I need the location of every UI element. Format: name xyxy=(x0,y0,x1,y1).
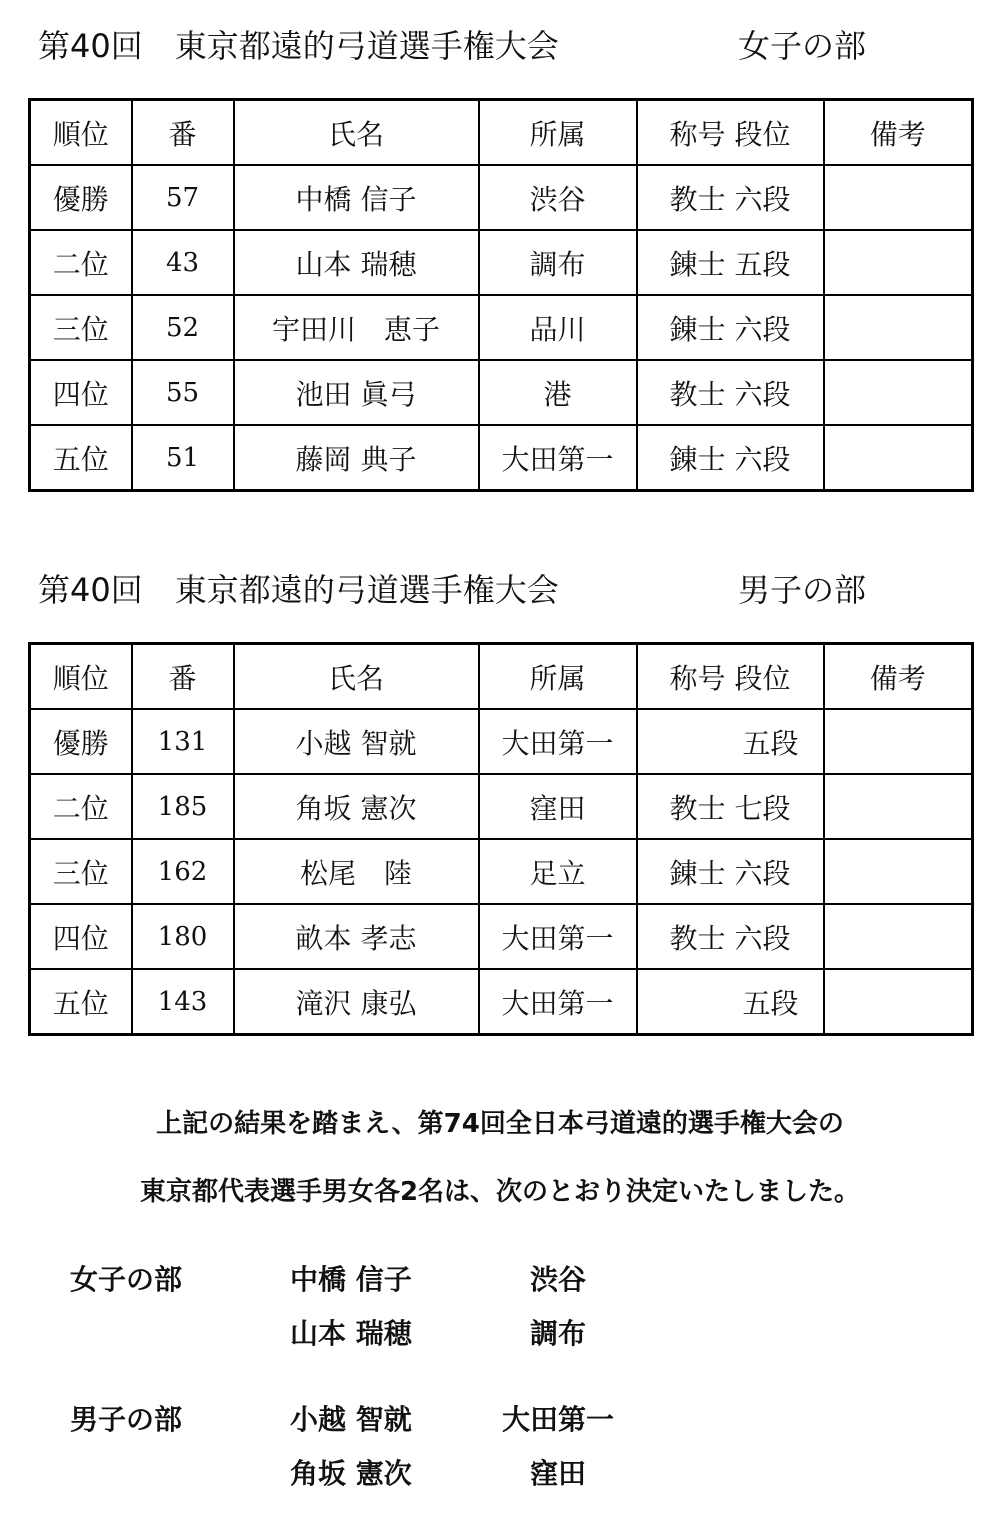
header-name: 氏名 xyxy=(234,644,479,710)
division-label: 男子の部 xyxy=(738,571,867,609)
header-rank: 順位 xyxy=(30,644,132,710)
name-cell: 池田 眞弓 xyxy=(234,360,479,425)
name-cell: 中橋 信子 xyxy=(234,165,479,230)
title-cell: 教士 六段 xyxy=(637,360,824,425)
affiliation-cell: 足立 xyxy=(479,839,637,904)
name-cell: 松尾 陸 xyxy=(234,839,479,904)
note-cell xyxy=(824,425,973,491)
table-row xyxy=(30,360,973,425)
title-cell: 錬士 五段 xyxy=(637,230,824,295)
table-row xyxy=(30,969,973,1035)
note-cell xyxy=(824,709,973,774)
rank-cell: 二位 xyxy=(30,230,132,295)
name-cell: 山本 瑞穂 xyxy=(234,230,479,295)
table-row xyxy=(30,709,973,774)
number-cell: 43 xyxy=(132,230,234,295)
name-cell: 藤岡 典子 xyxy=(234,425,479,491)
title-cell: 錬士 六段 xyxy=(637,839,824,904)
number-cell: 51 xyxy=(132,425,234,491)
rank-cell: 二位 xyxy=(30,774,132,839)
note-cell xyxy=(824,165,973,230)
affiliation-cell: 大田第一 xyxy=(479,709,637,774)
table-header-row xyxy=(30,644,973,710)
number-cell: 131 xyxy=(132,709,234,774)
rank-cell: 五位 xyxy=(30,969,132,1035)
affiliation-cell: 港 xyxy=(479,360,637,425)
title-cell: 教士 七段 xyxy=(637,774,824,839)
note-cell xyxy=(824,360,973,425)
women-results-table xyxy=(28,98,974,492)
rank-cell: 四位 xyxy=(30,904,132,969)
rank-cell: 優勝 xyxy=(30,165,132,230)
representative-affiliation: 窪田 xyxy=(529,1457,586,1490)
number-cell: 185 xyxy=(132,774,234,839)
number-cell: 55 xyxy=(132,360,234,425)
rank-cell: 三位 xyxy=(30,295,132,360)
header-title-rank: 称号 段位 xyxy=(637,644,824,710)
affiliation-cell: 大田第一 xyxy=(479,904,637,969)
men-section-title xyxy=(38,568,938,612)
number-cell: 162 xyxy=(132,839,234,904)
affiliation-cell: 調布 xyxy=(479,230,637,295)
header-affiliation: 所属 xyxy=(479,644,637,710)
rank-cell: 優勝 xyxy=(30,709,132,774)
affiliation-cell: 大田第一 xyxy=(479,425,637,491)
tournament-title: 第40回 東京都遠的弓道選手権大会 xyxy=(38,27,559,65)
header-affiliation: 所属 xyxy=(479,100,637,166)
women-representative-row xyxy=(0,1314,1000,1354)
number-cell: 180 xyxy=(132,904,234,969)
women-division-label: 女子の部 xyxy=(70,1263,183,1296)
rank-cell: 五位 xyxy=(30,425,132,491)
header-number: 番 xyxy=(132,644,234,710)
name-cell: 滝沢 康弘 xyxy=(234,969,479,1035)
notice-line-1: 上記の結果を踏まえ、第74回全日本弓道遠的選手権大会の xyxy=(156,1109,844,1139)
name-cell: 小越 智就 xyxy=(234,709,479,774)
representative-name: 中橋 信子 xyxy=(290,1263,412,1296)
affiliation-cell: 大田第一 xyxy=(479,969,637,1035)
table-row xyxy=(30,165,973,230)
table-row xyxy=(30,425,973,491)
representative-name: 角坂 憲次 xyxy=(290,1457,412,1490)
note-cell xyxy=(824,904,973,969)
title-cell: 錬士 六段 xyxy=(637,295,824,360)
notice-line-2: 東京都代表選手男女各2名は、次のとおり決定いたしました。 xyxy=(139,1177,861,1207)
note-cell xyxy=(824,295,973,360)
division-label: 女子の部 xyxy=(738,27,867,65)
representative-affiliation: 調布 xyxy=(529,1317,586,1350)
women-section-title xyxy=(38,24,938,68)
men-division-label: 男子の部 xyxy=(70,1403,183,1436)
header-number: 番 xyxy=(132,100,234,166)
table-header-row xyxy=(30,100,973,166)
title-cell: 五段 xyxy=(637,969,824,1035)
header-notes: 備考 xyxy=(824,100,973,166)
title-cell: 錬士 六段 xyxy=(637,425,824,491)
header-name: 氏名 xyxy=(234,100,479,166)
note-cell xyxy=(824,230,973,295)
name-cell: 宇田川 恵子 xyxy=(234,295,479,360)
table-row xyxy=(30,839,973,904)
women-representative-row xyxy=(0,1260,1000,1300)
number-cell: 52 xyxy=(132,295,234,360)
representative-affiliation: 渋谷 xyxy=(529,1263,586,1296)
number-cell: 143 xyxy=(132,969,234,1035)
header-rank: 順位 xyxy=(30,100,132,166)
affiliation-cell: 渋谷 xyxy=(479,165,637,230)
affiliation-cell: 品川 xyxy=(479,295,637,360)
note-cell xyxy=(824,839,973,904)
representative-affiliation: 大田第一 xyxy=(501,1403,614,1436)
men-representative-row xyxy=(0,1400,1000,1440)
title-cell: 教士 六段 xyxy=(637,165,824,230)
table-row xyxy=(30,230,973,295)
table-row xyxy=(30,774,973,839)
men-results-table xyxy=(28,642,974,1036)
header-title-rank: 称号 段位 xyxy=(637,100,824,166)
name-cell: 畝本 孝志 xyxy=(234,904,479,969)
number-cell: 57 xyxy=(132,165,234,230)
affiliation-cell: 窪田 xyxy=(479,774,637,839)
name-cell: 角坂 憲次 xyxy=(234,774,479,839)
title-cell: 教士 六段 xyxy=(637,904,824,969)
note-cell xyxy=(824,774,973,839)
title-cell: 五段 xyxy=(637,709,824,774)
table-row xyxy=(30,295,973,360)
tournament-title: 第40回 東京都遠的弓道選手権大会 xyxy=(38,571,559,609)
rank-cell: 三位 xyxy=(30,839,132,904)
men-representative-row xyxy=(0,1454,1000,1494)
representative-name: 小越 智就 xyxy=(290,1403,412,1436)
header-notes: 備考 xyxy=(824,644,973,710)
rank-cell: 四位 xyxy=(30,360,132,425)
representative-name: 山本 瑞穂 xyxy=(290,1317,412,1350)
note-cell xyxy=(824,969,973,1035)
table-row xyxy=(30,904,973,969)
